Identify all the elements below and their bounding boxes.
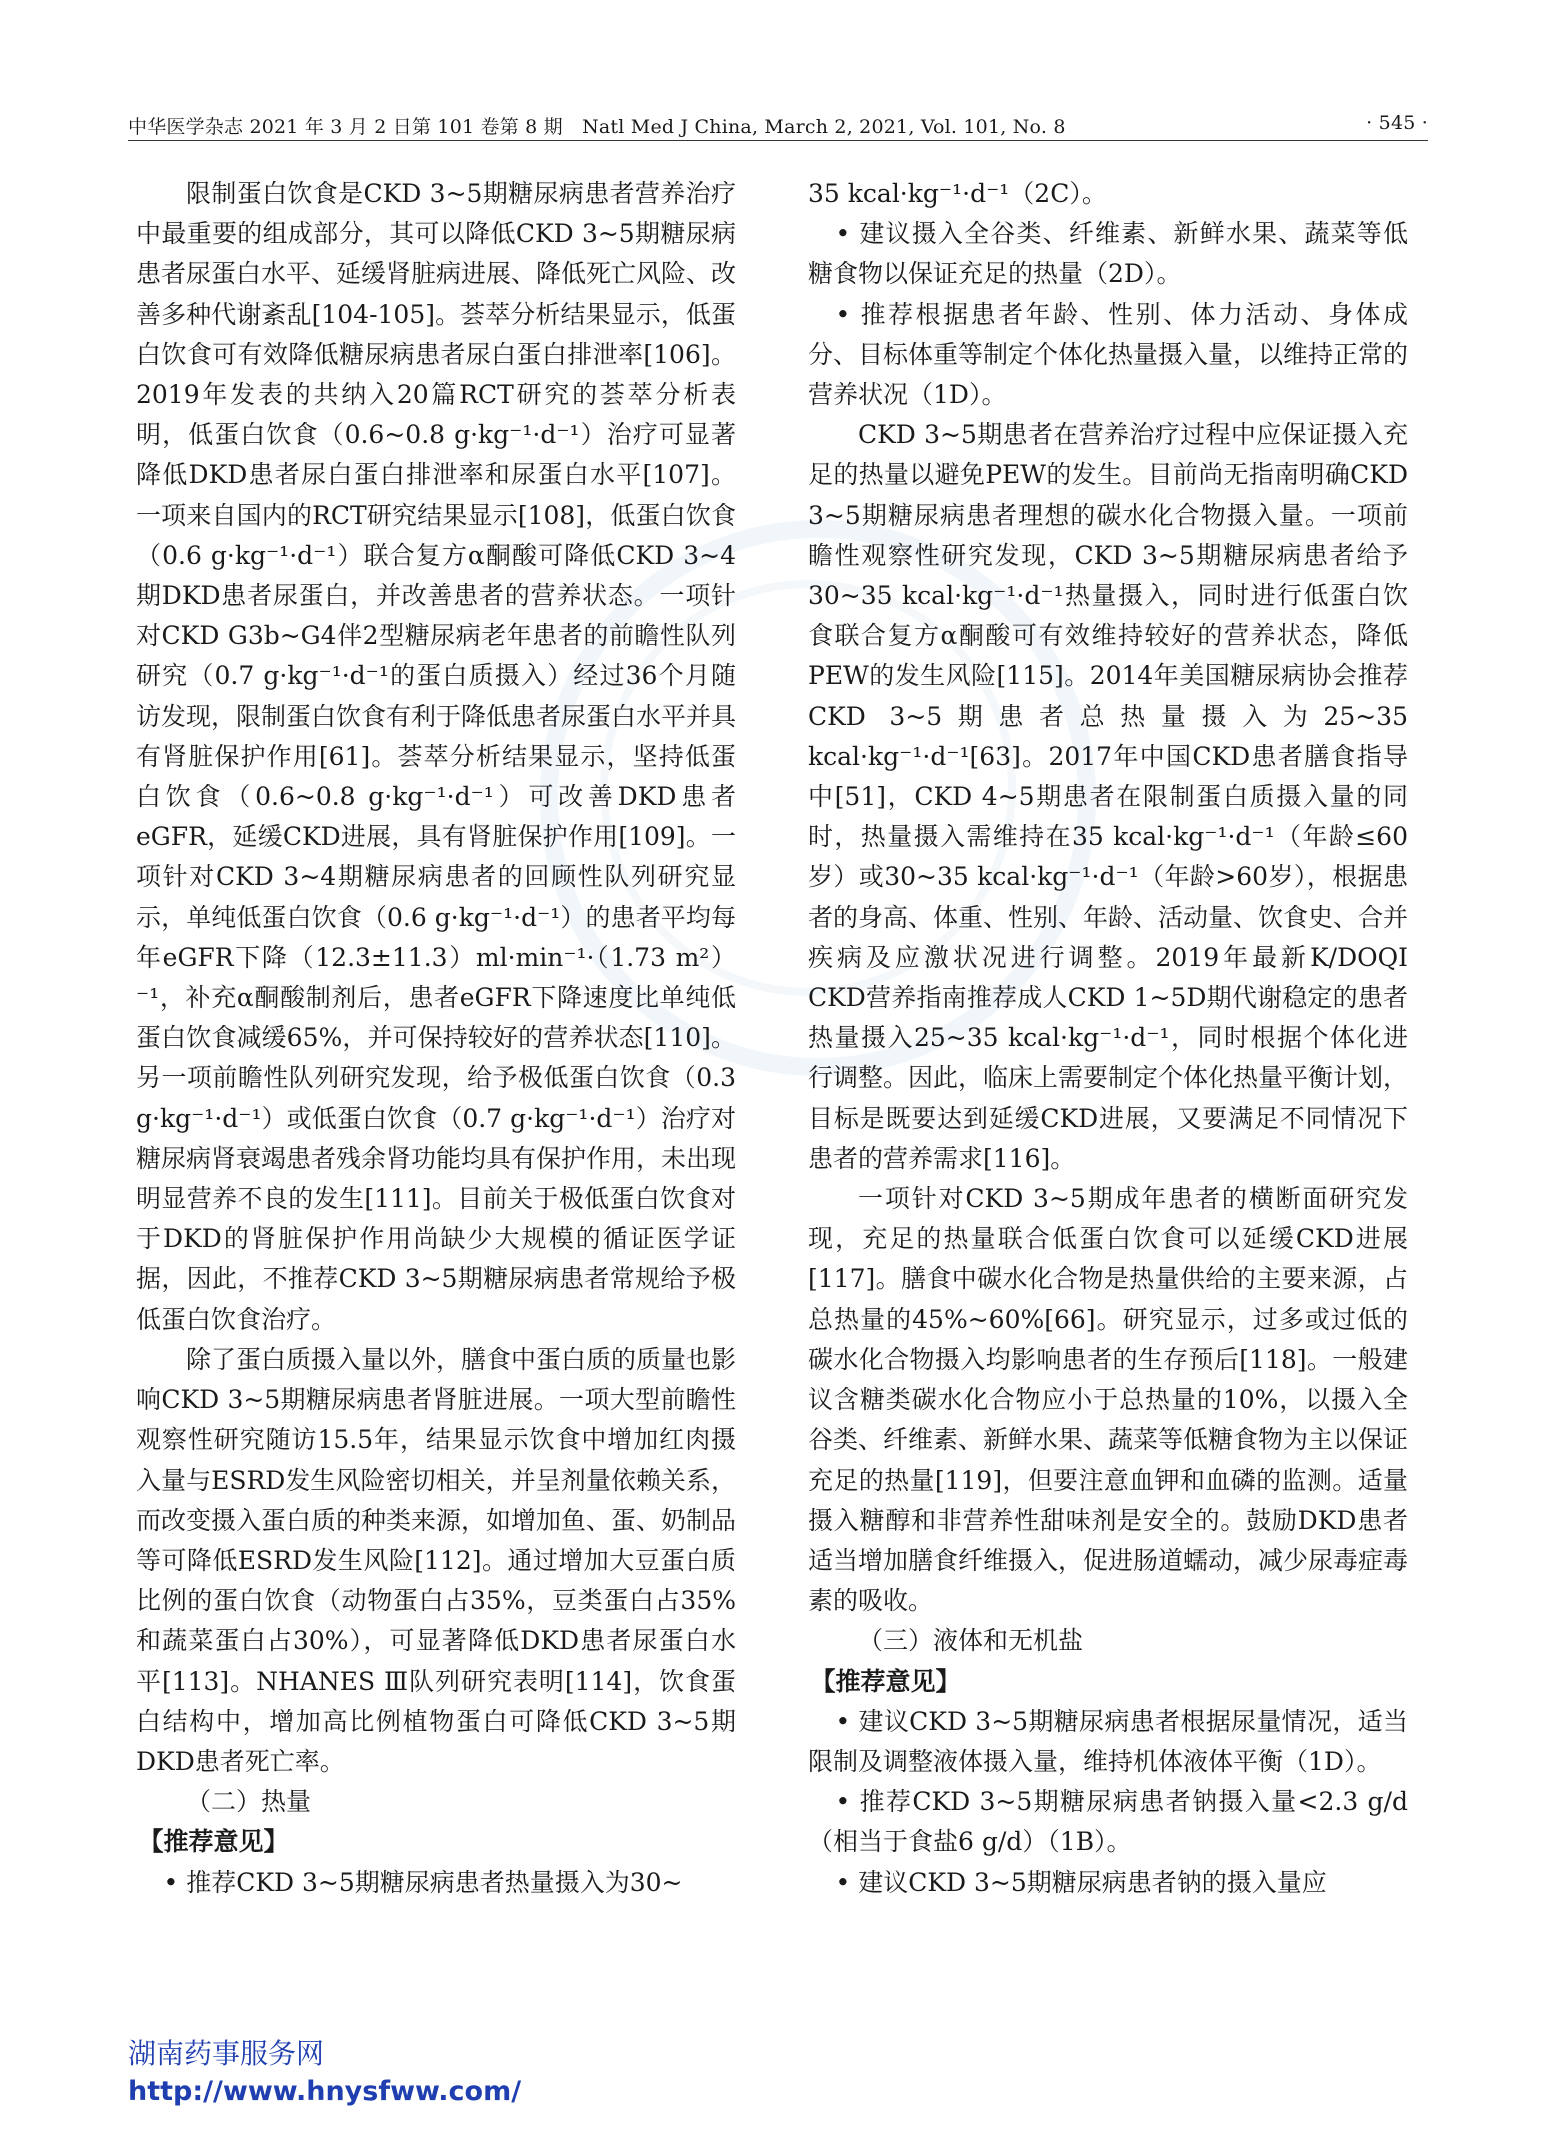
running-header [128,106,1428,142]
recommendation-continuation: 35 kcal·kg⁻¹·d⁻¹（2C）。 [808,179,1107,208]
section-heading-fluid-minerals: （三）液体和无机盐 [858,1626,1084,1656]
recommendation-item: • 建议CKD 3~5期糖尿病患者钠的摄入量应 [835,1867,1327,1897]
recommendation-heading: 【推荐意见】 [810,1666,961,1696]
header-rule [128,140,1428,141]
recommendation-item: • 建议CKD 3~5期糖尿病患者根据尿量情况，适当限制及调整液体摄入量，维持机体液体平衡（1D）。 [808,1706,1408,1776]
paragraph-carbohydrates: 一项针对CKD 3~5期成年患者的横断面研究发现，充足的热量联合低蛋白饮食可以延缓CKD进展[117]。膳食中碳水化合物是热量供给的主要来源，占总热量的45%~60%[66]。研究显示，过多或过低的碳水化合物摄入均影响患者的生存预后[118]。一般建议含糖类碳水化合物应小于总热量的10%，以摄入全谷类、纤维素、新鲜水果、蔬菜等低糖食物为主以保证充足的热量[119]，但要注意血钾和血磷的监测。适量摄入糖醇和非营养性甜味剂是安全的。鼓励DKD患者适当增加膳食纤维摄入，促进肠道蠕动，减少尿毒症毒素的吸收。 [808,1184,1409,1616]
recommendation-item: • 推荐CKD 3~5期糖尿病患者热量摄入为30~ [163,1867,683,1897]
footer-url-link[interactable]: http://www.hnysfww.com/ [128,2076,522,2107]
paragraph-protein-quality: 除了蛋白质摄入量以外，膳食中蛋白质的质量也影响CKD 3~5期糖尿病患者肾脏进展。一项大型前瞻性观察性研究随访15.5年，结果显示饮食中增加红肉摄入量与ESRD发生风险密切相关，并呈剂量依赖关系，而改变摄入蛋白质的种类来源，如增加鱼、蛋、奶制品等可降低ESRD发生风险[112]。通过增加大豆蛋白质比例的蛋白饮食（动物蛋白占35%，豆类蛋白占35%和蔬菜蛋白占30%），可显著降低DKD患者尿蛋白水平[113]。NHANES Ⅲ队列研究表明[114]，饮食蛋白结构中，增加高比例植物蛋白可降低CKD 3~5期DKD患者死亡率。 [136,1344,737,1776]
recommendation-item: • 推荐CKD 3~5期糖尿病患者钠摄入量<2.3 g/d（相当于食盐6 g/d）（1B）。 [808,1787,1408,1857]
page-number: · 545 · [1366,112,1428,134]
paragraph-protein-restriction: 限制蛋白饮食是CKD 3~5期糖尿病患者营养治疗中最重要的组成部分，其可以降低CKD 3~5期糖尿病患者尿蛋白水平、延缓肾脏病进展、降低死亡风险、改善多种代谢紊乱[104-105]。荟萃分析结果显示，低蛋白饮食可有效降低糖尿病患者尿白蛋白排泄率[106]。2019年发表的共纳入20篇RCT研究的荟萃分析表明，低蛋白饮食（0.6~0.8 g·kg⁻¹·d⁻¹）治疗可显著降低DKD患者尿白蛋白排泄率和尿蛋白水平[107]。一项来自国内的RCT研究结果显示[108]，低蛋白饮食（0.6 g·kg⁻¹·d⁻¹）联合复方α酮酸可降低CKD 3~4期DKD患者尿蛋白，并改善患者的营养状态。一项针对CKD G3b~G4伴2型糖尿病老年患者的前瞻性队列研究（0.7 g·kg⁻¹·d⁻¹的蛋白质摄入）经过36个月随访发现，限制蛋白饮食有利于降低患者尿蛋白水平并具有肾脏保护作用[61]。荟萃分析结果显示，坚持低蛋白饮食（0.6~0.8 g·kg⁻¹·d⁻¹）可改善DKD患者eGFR，延缓CKD进展，具有肾脏保护作用[109]。一项针对CKD 3~4期糖尿病患者的回顾性队列研究显示，单纯低蛋白饮食（0.6 g·kg⁻¹·d⁻¹）的患者平均每年eGFR下降（12.3±11.3）ml·min⁻¹·（1.73 m²）⁻¹，补充α酮酸制剂后，患者eGFR下降速度比单纯低蛋白饮食减缓65%，并可保持较好的营养状态[110]。另一项前瞻性队列研究发现，给予极低蛋白饮食（0.3 g·kg⁻¹·d⁻¹）或低蛋白饮食（0.7 g·kg⁻¹·d⁻¹）治疗对糖尿病肾衰竭患者残余肾功能均具有保护作用，未出现明显营养不良的发生[111]。目前关于极低蛋白饮食对于DKD的肾脏保护作用尚缺少大规模的循证医学证据，因此，不推荐CKD 3~5期糖尿病患者常规给予极低蛋白饮食治疗。 [136,179,737,1334]
paragraph-energy-intake: CKD 3~5期患者在营养治疗过程中应保证摄入充足的热量以避免PEW的发生。目前尚无指南明确CKD 3~5期糖尿病患者理想的碳水化合物摄入量。一项前瞻性观察性研究发现，CKD 3~5期糖尿病患者给予30~35 kcal·kg⁻¹·d⁻¹热量摄入，同时进行低蛋白饮食联合复方α酮酸可有效维持较好的营养状态，降低PEW的发生风险[115]。2014年美国糖尿病协会推荐CKD 3~5期患者总热量摄入为25~35 kcal·kg⁻¹·d⁻¹[63]。2017年中国CKD患者膳食指导中[51]，CKD 4~5期患者在限制蛋白质摄入量的同时，热量摄入需维持在35 kcal·kg⁻¹·d⁻¹（年龄≤60岁）或30~35 kcal·kg⁻¹·d⁻¹（年龄>60岁），根据患者的身高、体重、性别、年龄、活动量、饮食史、合并疾病及应激状况进行调整。2019年最新K/DOQI CKD营养指南推荐成人CKD 1~5D期代谢稳定的患者热量摄入25~35 kcal·kg⁻¹·d⁻¹，同时根据个体化进行调整。因此，临床上需要制定个体化热量平衡计划，目标是既要达到延缓CKD进展，又要满足不同情况下患者的营养需求[116]。 [808,420,1409,1173]
section-heading-energy: （二）热量 [186,1787,312,1817]
journal-citation: 中华医学杂志 2021 年 3 月 2 日第 101 卷第 8 期 Natl Med J China, March 2, 2021, Vol. 101, No. 8 [128,116,1066,138]
source-footer [128,2034,521,2110]
footer-site-name: 湖南药事服务网 [128,2037,325,2070]
recommendation-item: • 推荐根据患者年龄、性别、体力活动、身体成分、目标体重等制定个体化热量摄入量，以维持正常的营养状况（1D）。 [808,299,1409,410]
recommendation-item: • 建议摄入全谷类、纤维素、新鲜水果、蔬菜等低糖食物以保证充足的热量（2D）。 [808,219,1408,289]
recommendation-heading: 【推荐意见】 [138,1827,289,1857]
left-column [136,174,736,1903]
right-column [808,174,1408,1903]
